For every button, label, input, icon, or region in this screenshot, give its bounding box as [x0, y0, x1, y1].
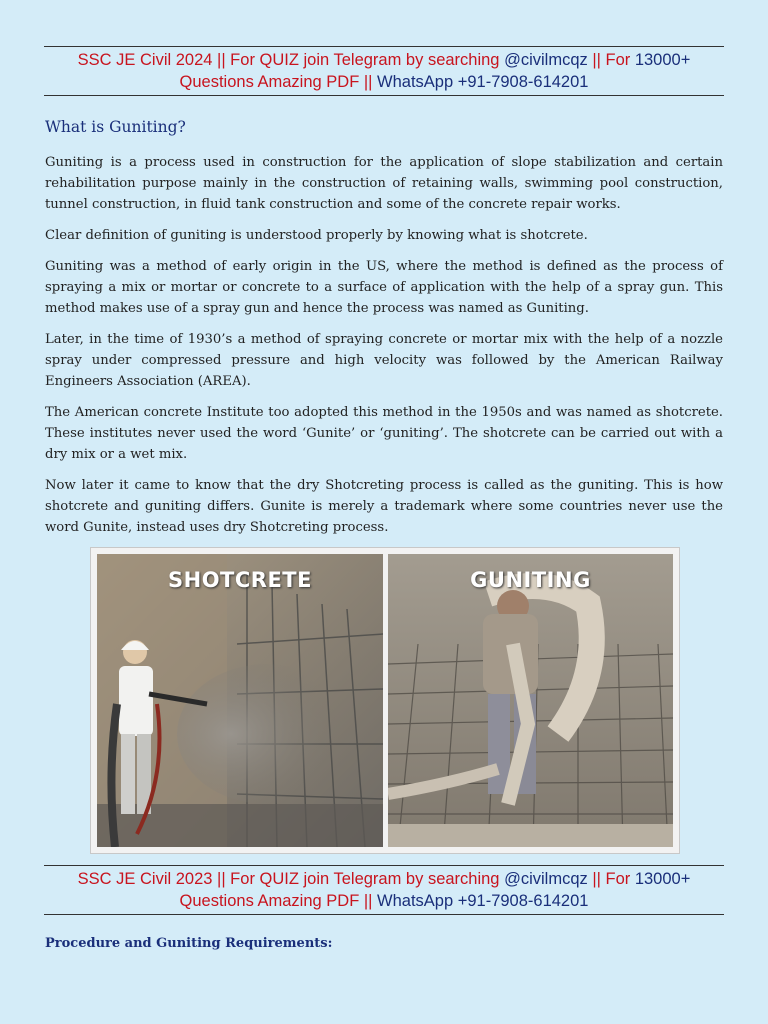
article-body — [45, 152, 723, 548]
promo-banner-line-2 — [44, 71, 724, 93]
paragraph: Later, in the time of 1930’s a method of spraying concrete or mortar mix with the help of a nozzle spray under compressed pressure and high velocity was followed by the American Railway Engineers Association (AREA). — [45, 332, 723, 389]
promo-text: SSC JE Civil 2023 || For QUIZ join Telegram by searching — [77, 870, 505, 888]
shotcrete-label: SHOTCRETE — [168, 568, 312, 592]
promo-text: Questions Amazing PDF || — [179, 892, 378, 910]
telegram-handle: @civilmcqz — [504, 870, 588, 888]
whatsapp-contact: WhatsApp +91-7908-614201 — [377, 73, 589, 91]
question-count: 13000+ — [634, 51, 691, 69]
promo-banner-line-2 — [44, 890, 724, 912]
promo-text: Questions Amazing PDF || — [179, 73, 378, 91]
paragraph: Guniting was a method of early origin in the US, where the method is defined as the process of spraying a mix or mortar or concrete to a surface of application with the help of a spray gun. This method makes use of a spray gun and hence the process was named as Guniting. — [45, 259, 723, 316]
whatsapp-contact: WhatsApp +91-7908-614201 — [377, 892, 589, 910]
promo-text: SSC JE Civil 2024 || For QUIZ join Telegram by searching — [77, 51, 505, 69]
paragraph: Now later it came to know that the dry Shotcreting process is called as the guniting. This is how shotcrete and guniting differs. Gunite is merely a trademark where some countries never use the word Gunite, instead uses dry Shotcreting process. — [45, 478, 723, 535]
question-count: 13000+ — [634, 870, 691, 888]
promo-text: || For — [587, 870, 635, 888]
telegram-handle: @civilmcqz — [504, 51, 588, 69]
promo-banner-line-1 — [44, 49, 724, 71]
paragraph: Clear definition of guniting is understood properly by knowing what is shotcrete. — [45, 228, 588, 243]
guniting-label: GUNITING — [470, 568, 591, 592]
section-heading-procedure: Procedure and Guniting Requirements: — [45, 936, 333, 951]
promo-banner-top — [44, 46, 724, 96]
guniting-photo — [388, 554, 673, 847]
paragraph: Guniting is a process used in construction for the application of slope stabilization and certain rehabilitation purpose mainly in the construction of retaining walls, swimming pool construction, tunnel construction, in fluid tank construction and some of the concrete repair works. — [45, 155, 723, 212]
promo-banner-line-1 — [44, 868, 724, 890]
shotcrete-photo — [97, 554, 383, 847]
promo-banner-bottom — [44, 865, 724, 915]
promo-text: || For — [587, 51, 635, 69]
shotcrete-photo-illustration — [97, 554, 383, 847]
guniting-photo-illustration — [388, 554, 673, 847]
paragraph: The American concrete Institute too adopted this method in the 1950s and was named as shotcrete. These institutes never used the word ‘Gunite’ or ‘guniting’. The shotcrete can be carried out with a dry mix or a wet mix. — [45, 405, 723, 462]
shotcrete-vs-guniting-figure — [90, 547, 680, 854]
section-heading-what-is-guniting: What is Guniting? — [45, 118, 186, 136]
